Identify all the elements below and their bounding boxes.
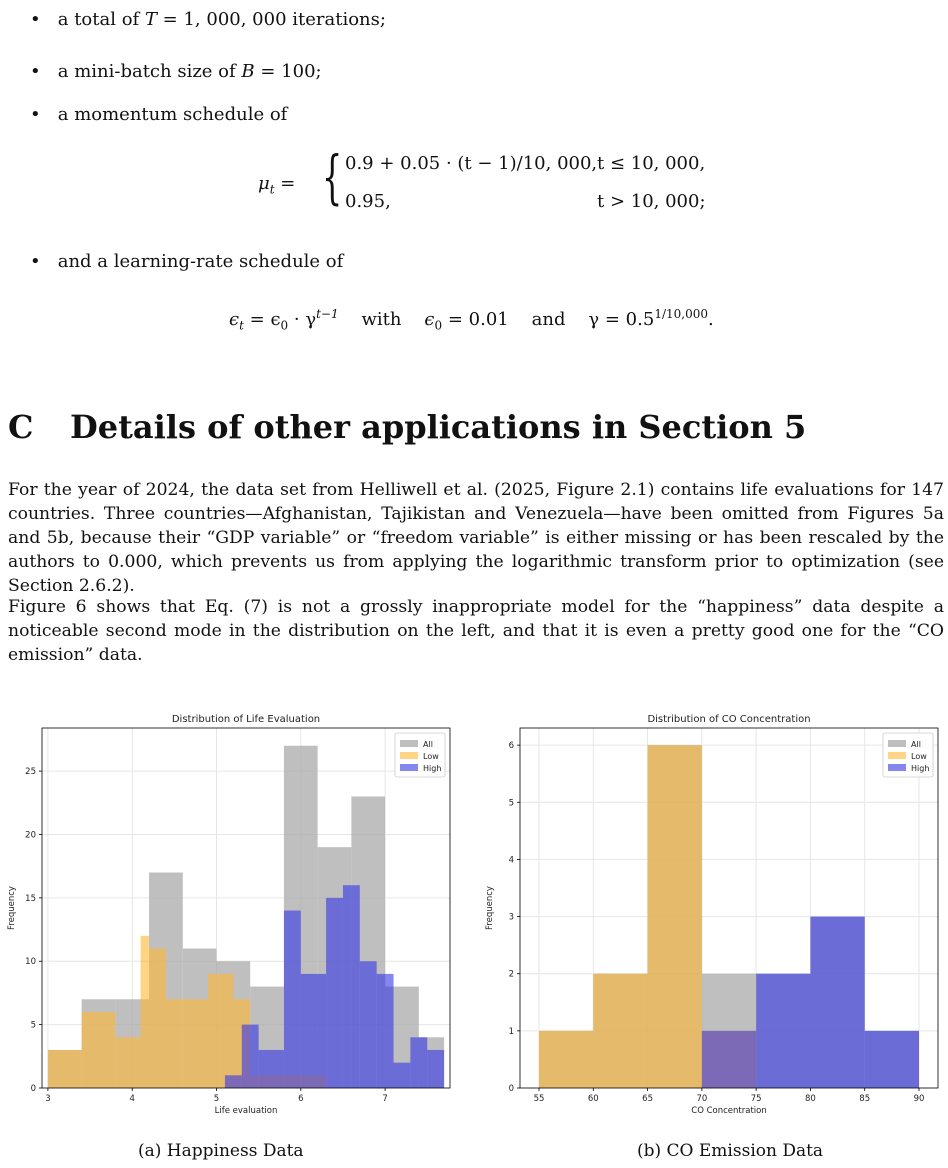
y-tick-label: 3 xyxy=(508,912,514,923)
momentum-case1-cond: t ≤ 10, 000, xyxy=(597,153,706,174)
x-tick-label: 4 xyxy=(129,1094,135,1104)
bar xyxy=(259,1050,284,1088)
bar xyxy=(702,1031,756,1088)
y-tick-label: 1 xyxy=(508,1026,514,1037)
bar xyxy=(48,1050,82,1088)
caption-a: (a) Happiness Data xyxy=(138,1141,304,1161)
momentum-lhs: $\mu_t$ = xyxy=(258,173,296,197)
legend-swatch-low xyxy=(400,752,418,759)
x-axis-label: Life evaluation xyxy=(214,1106,278,1116)
bar xyxy=(82,1012,116,1088)
bullet-batch: • a mini-batch size of B = 100; xyxy=(30,61,322,82)
x-tick-label: 70 xyxy=(696,1094,708,1104)
bar xyxy=(208,974,233,1088)
bar xyxy=(427,1050,444,1088)
y-axis-label: Frequency xyxy=(485,886,495,930)
bar xyxy=(865,1031,919,1088)
x-tick-label: 6 xyxy=(298,1094,304,1104)
bar xyxy=(410,1037,427,1088)
bar xyxy=(810,917,864,1088)
paragraph-figure-discussion: Figure 6 shows that Eq. (7) is not a grossly inappropriate model for the “happiness” data despite a noticeable second mode in the distribution on the left, and that it is even a pretty good one for the “CO emission” data. xyxy=(8,597,944,665)
cases-brace: { xyxy=(322,143,343,211)
bar xyxy=(284,911,301,1088)
bar xyxy=(394,1063,411,1088)
x-tick-label: 55 xyxy=(533,1094,545,1104)
bar xyxy=(326,898,343,1088)
legend-label-low: Low xyxy=(911,752,927,761)
bar xyxy=(115,1037,140,1088)
chart-title: Distribution of CO Concentration xyxy=(647,714,811,725)
bar xyxy=(141,936,149,1088)
legend-label-all: All xyxy=(423,740,433,749)
learning-rate-equation: $\epsilon_t = \epsilon_0 \cdot \gamma^{t-1}$ with $\epsilon_0 = 0.01$ and $\gamma = 0.5^{1/10,000}$. xyxy=(229,307,714,333)
x-axis-label: CO Concentration xyxy=(691,1106,767,1116)
math-batch: B = 100; xyxy=(241,61,322,82)
bar xyxy=(648,745,702,1088)
bullet-momentum: • a momentum schedule of xyxy=(30,104,288,125)
bullet-learning-rate: • and a learning-rate schedule of xyxy=(30,251,344,272)
y-tick-label: 20 xyxy=(25,830,36,841)
histogram-life-evaluation xyxy=(0,700,460,1120)
caption-b: (b) CO Emission Data xyxy=(637,1141,824,1161)
bar xyxy=(343,885,360,1088)
paragraph-data-description: For the year of 2024, the data set from Helliwell et al. (2025, Figure 2.1) contains life evaluations for 147 countries. Three countries—Afghanistan, Tajikistan and Venezuela—have been omitted from Figures 5a and 5b, because their “GDP variable” or “freedom variable” is either missing or has been rescaled by the authors to 0.000, which prevents us from applying the logarithmic transform prior to optimization (see Section 2.6.2). xyxy=(8,480,944,596)
y-axis-label: Frequency xyxy=(7,886,17,930)
x-tick-label: 85 xyxy=(859,1094,871,1104)
bullet-iterations: • a total of T = 1, 000, 000 iterations; xyxy=(30,9,386,30)
x-tick-label: 80 xyxy=(805,1094,816,1104)
x-tick-label: 65 xyxy=(642,1094,653,1104)
x-tick-label: 5 xyxy=(213,1094,220,1104)
y-tick-label: 2 xyxy=(508,969,514,980)
bullet-dot: • xyxy=(30,251,41,272)
chart-title: Distribution of Life Evaluation xyxy=(171,714,321,725)
x-tick-label: 90 xyxy=(913,1094,925,1104)
y-tick-label: 15 xyxy=(25,893,36,904)
x-tick-label: 75 xyxy=(750,1094,762,1104)
bar xyxy=(593,974,647,1088)
bullet-dot: • xyxy=(30,61,41,82)
y-tick-label: 0 xyxy=(508,1084,514,1094)
bullet-dot: • xyxy=(30,104,41,125)
legend-swatch-low xyxy=(888,752,906,759)
momentum-case2-cond: t > 10, 000; xyxy=(597,191,706,212)
y-tick-label: 0 xyxy=(30,1084,36,1094)
bar xyxy=(191,999,208,1088)
y-tick-label: 6 xyxy=(508,741,514,752)
math-iterations: T = 1, 000, 000 iterations; xyxy=(144,9,386,30)
legend-label-high: High xyxy=(423,764,442,773)
legend-label-high: High xyxy=(911,764,930,773)
bar xyxy=(225,1075,242,1088)
momentum-case1-expr: 0.9 + 0.05 · (t − 1)/10, 000, xyxy=(345,153,598,174)
bar xyxy=(539,1031,593,1088)
section-number: C xyxy=(8,408,34,446)
legend xyxy=(883,733,933,777)
legend xyxy=(395,733,445,777)
legend-swatch-all xyxy=(888,740,906,747)
y-tick-label: 25 xyxy=(25,767,36,778)
legend-swatch-all xyxy=(400,740,418,747)
section-heading xyxy=(8,408,806,446)
legend-label-low: Low xyxy=(423,752,439,761)
bar xyxy=(149,949,166,1088)
histogram-co-concentration xyxy=(485,700,948,1120)
momentum-case2-expr: 0.95, xyxy=(345,191,391,212)
bar xyxy=(360,961,377,1088)
bar xyxy=(756,974,810,1088)
y-tick-label: 4 xyxy=(508,855,514,866)
legend-swatch-high xyxy=(400,764,418,771)
x-tick-label: 60 xyxy=(587,1094,599,1104)
y-tick-label: 5 xyxy=(30,1020,36,1031)
bar xyxy=(301,974,326,1088)
section-title: Details of other applications in Section 5 xyxy=(70,408,807,446)
bar xyxy=(242,1025,259,1088)
bar xyxy=(377,974,394,1088)
bar xyxy=(166,999,191,1088)
y-tick-label: 10 xyxy=(25,957,36,968)
x-tick-label: 7 xyxy=(382,1094,388,1104)
y-tick-label: 5 xyxy=(508,798,514,809)
x-tick-label: 3 xyxy=(45,1094,51,1104)
legend-label-all: All xyxy=(911,740,921,749)
bullet-dot: • xyxy=(30,9,41,30)
legend-swatch-high xyxy=(888,764,906,771)
